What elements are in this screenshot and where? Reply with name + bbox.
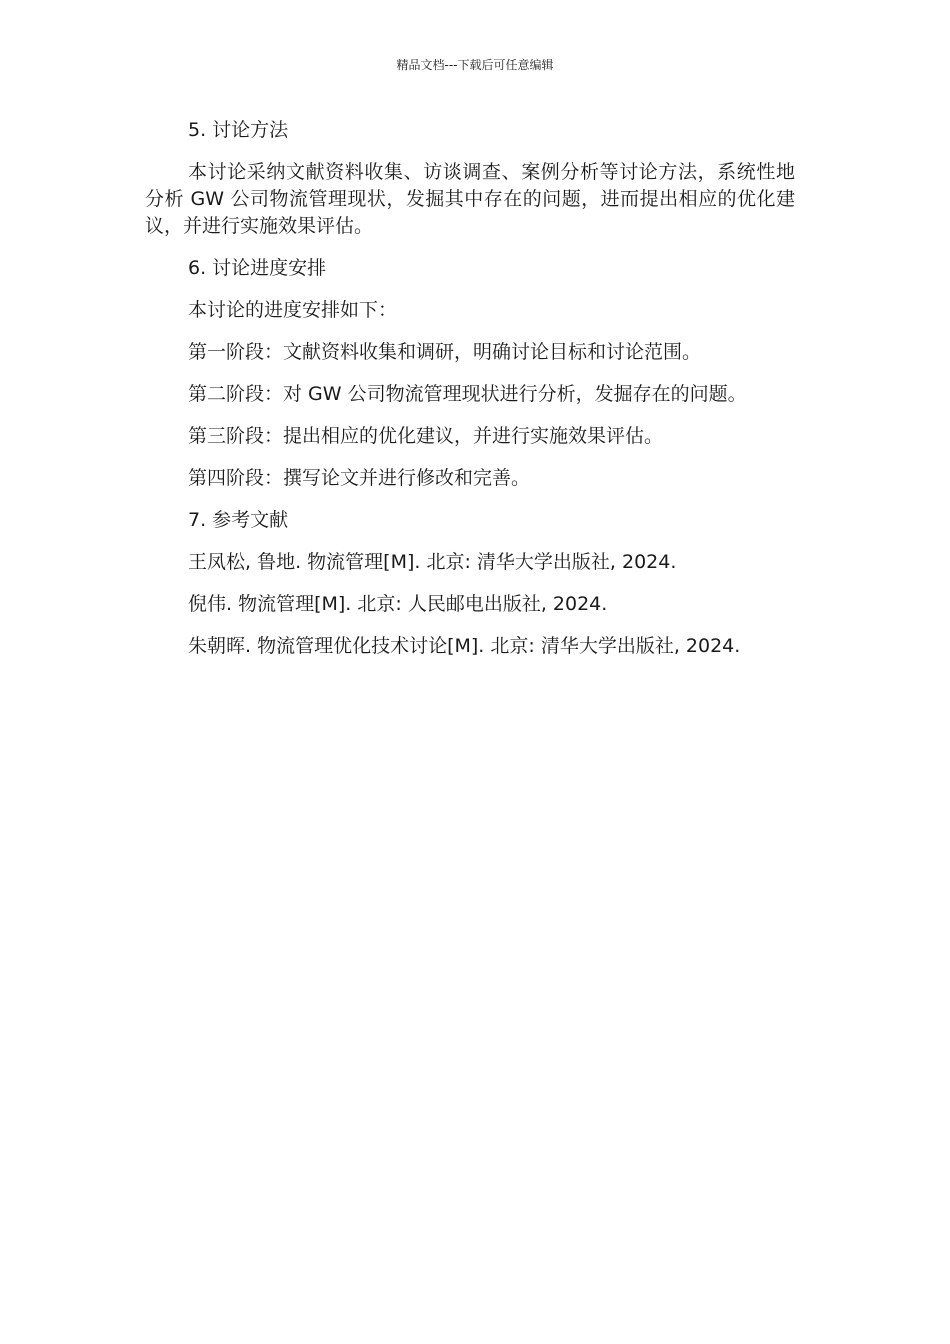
stage-item: 第三阶段：提出相应的优化建议，并进行实施效果评估。: [188, 425, 664, 447]
section-heading-schedule: 6. 讨论进度安排: [188, 257, 327, 279]
stage-item: 第一阶段：文献资料收集和调研，明确讨论目标和讨论范围。: [188, 341, 702, 363]
schedule-intro: 本讨论的进度安排如下：: [188, 299, 398, 321]
document-body: [145, 117, 795, 675]
method-paragraph: 本讨论采纳文献资料收集、访谈调查、案例分析等讨论方法，系统性地分析 GW 公司物流管理现状，发掘其中存在的问题，进而提出相应的优化建议，并进行实施效果评估。: [145, 161, 795, 237]
stage-item: 第二阶段：对 GW 公司物流管理现状进行分析，发掘存在的问题。: [188, 383, 747, 405]
reference-item: 王凤松, 鲁地. 物流管理[M]. 北京: 清华大学出版社, 2024.: [188, 551, 677, 573]
reference-item: 倪伟. 物流管理[M]. 北京: 人民邮电出版社, 2024.: [188, 593, 608, 615]
reference-item: 朱朝晖. 物流管理优化技术讨论[M]. 北京: 清华大学出版社, 2024.: [188, 635, 741, 657]
section-heading-method: 5. 讨论方法: [188, 119, 289, 141]
stage-item: 第四阶段：撰写论文并进行修改和完善。: [188, 467, 531, 489]
page-header: 精品文档---下载后可任意编辑: [396, 58, 554, 72]
section-heading-references: 7. 参考文献: [188, 509, 289, 531]
